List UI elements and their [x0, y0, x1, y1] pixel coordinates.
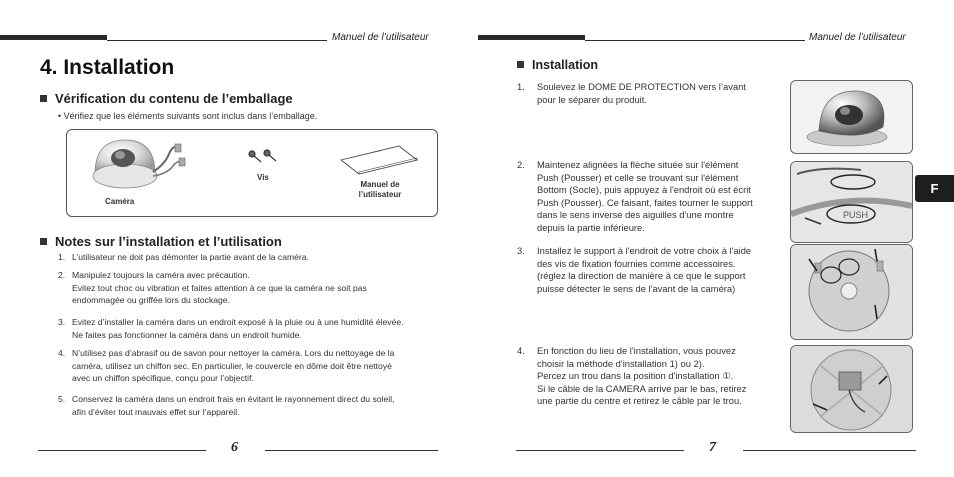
package-contents-box: [66, 129, 438, 217]
header-bar-right: [478, 35, 585, 40]
footer-line-right-b: [743, 450, 916, 451]
header-manual-label: Manuel de l’utilisateur: [809, 32, 906, 43]
item-label-screws: Vis: [257, 173, 269, 182]
item-label-camera: Caméra: [105, 197, 135, 206]
page-number-right: 7: [709, 440, 716, 455]
push-label: PUSH: [843, 210, 869, 220]
page-title: 4. Installation: [40, 56, 175, 79]
footer-line-left-a: [38, 450, 206, 451]
screws-illustration: [245, 148, 279, 166]
dome-photo-illustration: [791, 81, 912, 153]
section-heading-installation: Installation: [517, 58, 598, 72]
package-intro: • Vérifiez que les éléments suivants sont inclus dans l’emballage.: [58, 111, 318, 121]
item-label-manual: Manuel de l’utilisateur: [358, 180, 402, 199]
step1-photo: [790, 80, 913, 154]
footer-line-left-b: [265, 450, 438, 451]
section-heading-package: Vérification du contenu de l’emballage: [40, 91, 293, 106]
header-line-left: [107, 40, 327, 41]
footer-line-right-a: [516, 450, 684, 451]
step4-photo: [790, 345, 913, 433]
page-number-left: 6: [231, 440, 238, 455]
square-bullet-icon: [40, 238, 47, 245]
header-bar-left: [0, 35, 107, 40]
step2-photo: [790, 161, 913, 243]
header-manual-label: Manuel de l’utilisateur: [332, 32, 429, 43]
square-bullet-icon: [40, 95, 47, 102]
cable-photo-illustration: [791, 346, 912, 432]
camera-illustration: [87, 134, 187, 196]
manual-illustration: [337, 142, 421, 176]
header-line-right: [585, 40, 805, 41]
square-bullet-icon: [517, 61, 524, 68]
section-heading-notes: Notes sur l’installation et l’utilisation: [40, 234, 282, 249]
base-photo-illustration: [791, 245, 912, 339]
language-tab: F: [915, 175, 954, 202]
step3-photo: [790, 244, 913, 340]
push-photo-illustration: [791, 162, 912, 242]
